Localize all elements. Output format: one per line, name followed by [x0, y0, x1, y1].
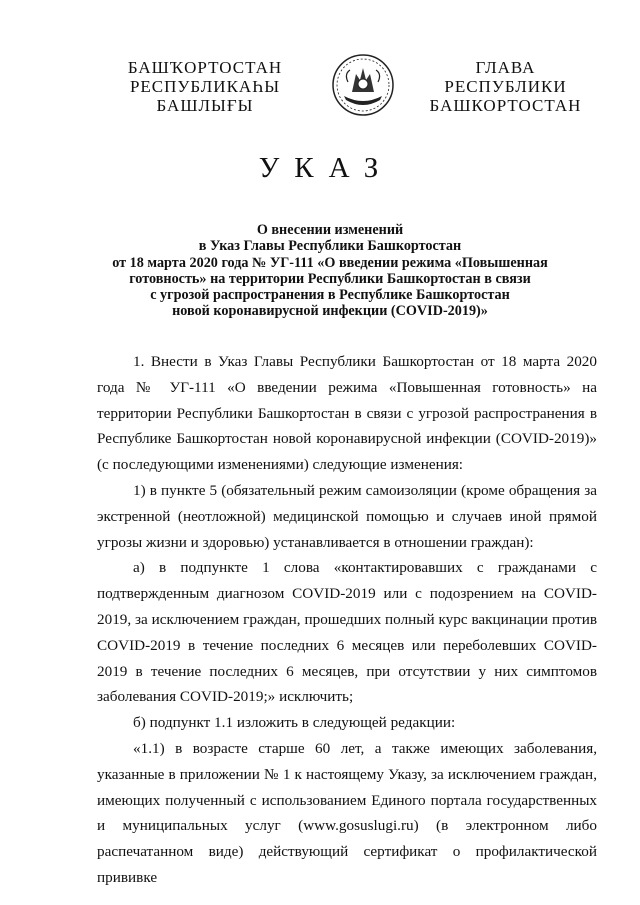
decree-body — [97, 349, 597, 891]
header-left-line-3: БАШЛЫҒЫ — [156, 96, 254, 115]
document-title: УКАЗ — [258, 152, 394, 184]
subject-line: с угрозой распространения в Республике Башкортостан — [150, 287, 510, 304]
coat-of-arms-emblem — [330, 52, 396, 118]
subject-line: от 18 марта 2020 года № УГ-111 «О введении режима «Повышенная — [112, 254, 548, 271]
paragraph: 1) в пункте 5 (обязательный режим самоизоляции (кроме обращения за экстренной (неотложной) медицинской помощью и случаев иной прямой угрозы жизни и здоровью) устанавливается в отношении граждан): — [97, 481, 597, 551]
decree-subject — [100, 222, 560, 320]
subject-line: готовность» на территории Республики Башкортостан в связи — [129, 270, 531, 287]
subject-line: в Указ Главы Республики Башкортостан — [198, 238, 462, 255]
header-left-line-1: БАШҠОРТОСТАН — [127, 58, 283, 77]
header-left-line-2: РЕСПУБЛИКАҺЫ — [129, 77, 281, 96]
header-right-line-2: РЕСПУБЛИКИ — [444, 77, 567, 96]
paragraph: б) подпункт 1.1 изложить в следующей редакции: — [133, 714, 456, 732]
subject-line: новой коронавирусной инфекции (COVID-2019)» — [172, 303, 488, 320]
header-right-line-1: ГЛАВА — [475, 58, 536, 77]
paragraph: а) в подпункте 1 слова «контактировавших с гражданами с подтвержденным диагнозом COVID-2019 или с подозрением на COVID-2019, за исключением граждан, прошедших полный курс вакцинации против COVID-2019 в течение последних 6 месяцев или переболевших COVID-2019 в течение последних 6 месяцев, при отсутствии у них симптомов заболевания COVID-2019;» исключить; — [97, 559, 597, 706]
header-right — [418, 58, 593, 115]
header-right-line-3: БАШКОРТОСТАН — [429, 96, 582, 115]
header-left — [120, 58, 290, 115]
paragraph: 1. Внести в Указ Главы Республики Башкортостан от 18 марта 2020 года № УГ-111 «О введении режима «Повышенная готовность» на территории Республики Башкортостан в связи с угрозой распространения в Республике Башкортостан новой коронавирусной инфекции (COVID-2019)» (с последующими изменениями) следующие изменения: — [97, 353, 597, 474]
paragraph: «1.1) в возрасте старше 60 лет, а также имеющих заболевания, указанные в приложении № 1 к настоящему Указу, за исключением граждан, имеющих полученный с использованием Единого портала государственных и муниципальных услуг (www.gosuslugi.ru) (в электронном либо распечатанном виде) действующий сертификат о профилактической прививке — [97, 739, 597, 886]
subject-line: О внесении изменений — [256, 222, 404, 238]
